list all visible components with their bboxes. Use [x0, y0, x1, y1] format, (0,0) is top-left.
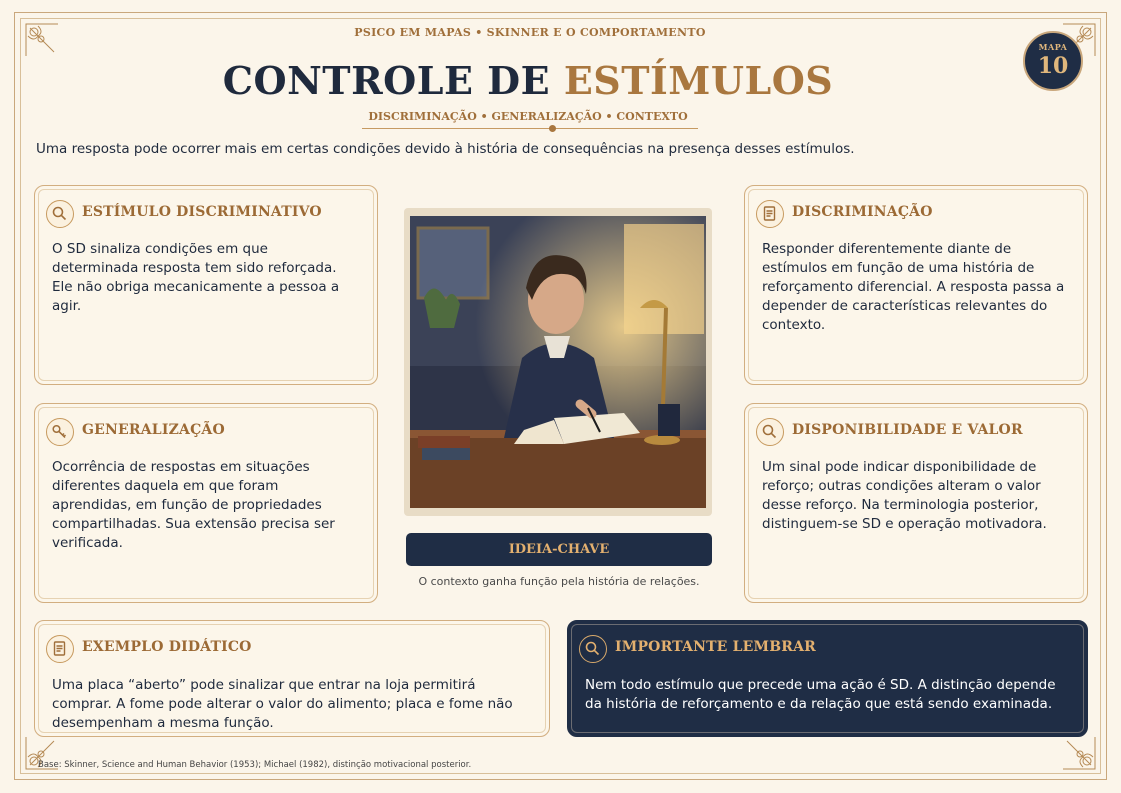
- subtitle-divider: [362, 128, 698, 129]
- card-body: Um sinal pode indicar disponibilidade de reforço; outras condições alteram o valor desse reforço. Na terminologia posterior, distinguem-se SD e operação motivadora.: [762, 459, 1047, 532]
- key-idea-caption: O contexto ganha função pela história de relações.: [418, 575, 700, 588]
- sources-footer: Base: Skinner, Science and Human Behavior (1953); Michael (1982), distinção motivacional posterior.: [38, 760, 472, 770]
- document-icon: [46, 635, 74, 663]
- intro-text: Uma resposta pode ocorrer mais em certas condições devido à história de consequências na presença desses estímulos.: [36, 141, 855, 157]
- badge-number: 10: [1037, 53, 1069, 79]
- magnifier-icon: [579, 635, 607, 663]
- card-body: Nem todo estímulo que precede uma ação é SD. A distinção depende da história de reforçamento e da relação que está sendo examinada.: [585, 677, 1056, 712]
- divider-dot-icon: [549, 125, 556, 132]
- magnifier-icon: [46, 200, 74, 228]
- series-eyebrow: PSICO EM MAPAS • SKINNER E O COMPORTAMENTO: [354, 26, 706, 39]
- card-title: GENERALIZAÇÃO: [82, 422, 225, 438]
- card-generalization: [34, 403, 378, 603]
- card-title: DISPONIBILIDADE E VALOR: [792, 422, 1023, 438]
- card-body: Responder diferentemente diante de estímulos em função de uma história de reforçamento diferencial. A resposta passa a depender de características relevantes do contexto.: [762, 241, 1065, 333]
- card-availability-value: [744, 403, 1088, 603]
- key-icon: [46, 418, 74, 446]
- page-title: [0, 58, 1056, 103]
- card-didactic-example: [34, 620, 550, 737]
- card-body: O SD sinaliza condições em que determinada resposta tem sido reforçada. Ele não obriga mecanicamente a pessoa a agir.: [52, 241, 340, 314]
- document-icon: [756, 200, 784, 228]
- badge-label: MAPA: [1038, 42, 1068, 52]
- card-title: EXEMPLO DIDÁTICO: [82, 639, 252, 655]
- magnifier-icon: [756, 418, 784, 446]
- card-body: Ocorrência de respostas em situações diferentes daquela em que foram aprendidas, em função de propriedades compartilhadas. Sua extensão precisa ser verificada.: [52, 459, 335, 551]
- student-studying-illustration: [404, 208, 712, 516]
- card-discrimination: [744, 185, 1088, 385]
- card-body: Uma placa “aberto” pode sinalizar que entrar na loja permitirá comprar. A fome pode alterar o valor do alimento; placa e fome não desempenham a mesma função.: [52, 677, 513, 731]
- title-part-2: ESTÍMULOS: [563, 58, 834, 103]
- card-important-reminder: [567, 620, 1088, 737]
- card-title: ESTÍMULO DISCRIMINATIVO: [82, 204, 322, 220]
- title-part-1: CONTROLE DE: [222, 58, 564, 103]
- map-number-badge: [1023, 31, 1083, 91]
- card-stimulus-discriminative: [34, 185, 378, 385]
- page-subtitle: DISCRIMINAÇÃO • GENERALIZAÇÃO • CONTEXTO: [368, 110, 688, 123]
- key-idea-banner: IDEIA-CHAVE: [406, 533, 712, 566]
- card-title: DISCRIMINAÇÃO: [792, 204, 933, 220]
- card-title: IMPORTANTE LEMBRAR: [615, 639, 817, 655]
- corner-ornament-icon: [1061, 735, 1097, 771]
